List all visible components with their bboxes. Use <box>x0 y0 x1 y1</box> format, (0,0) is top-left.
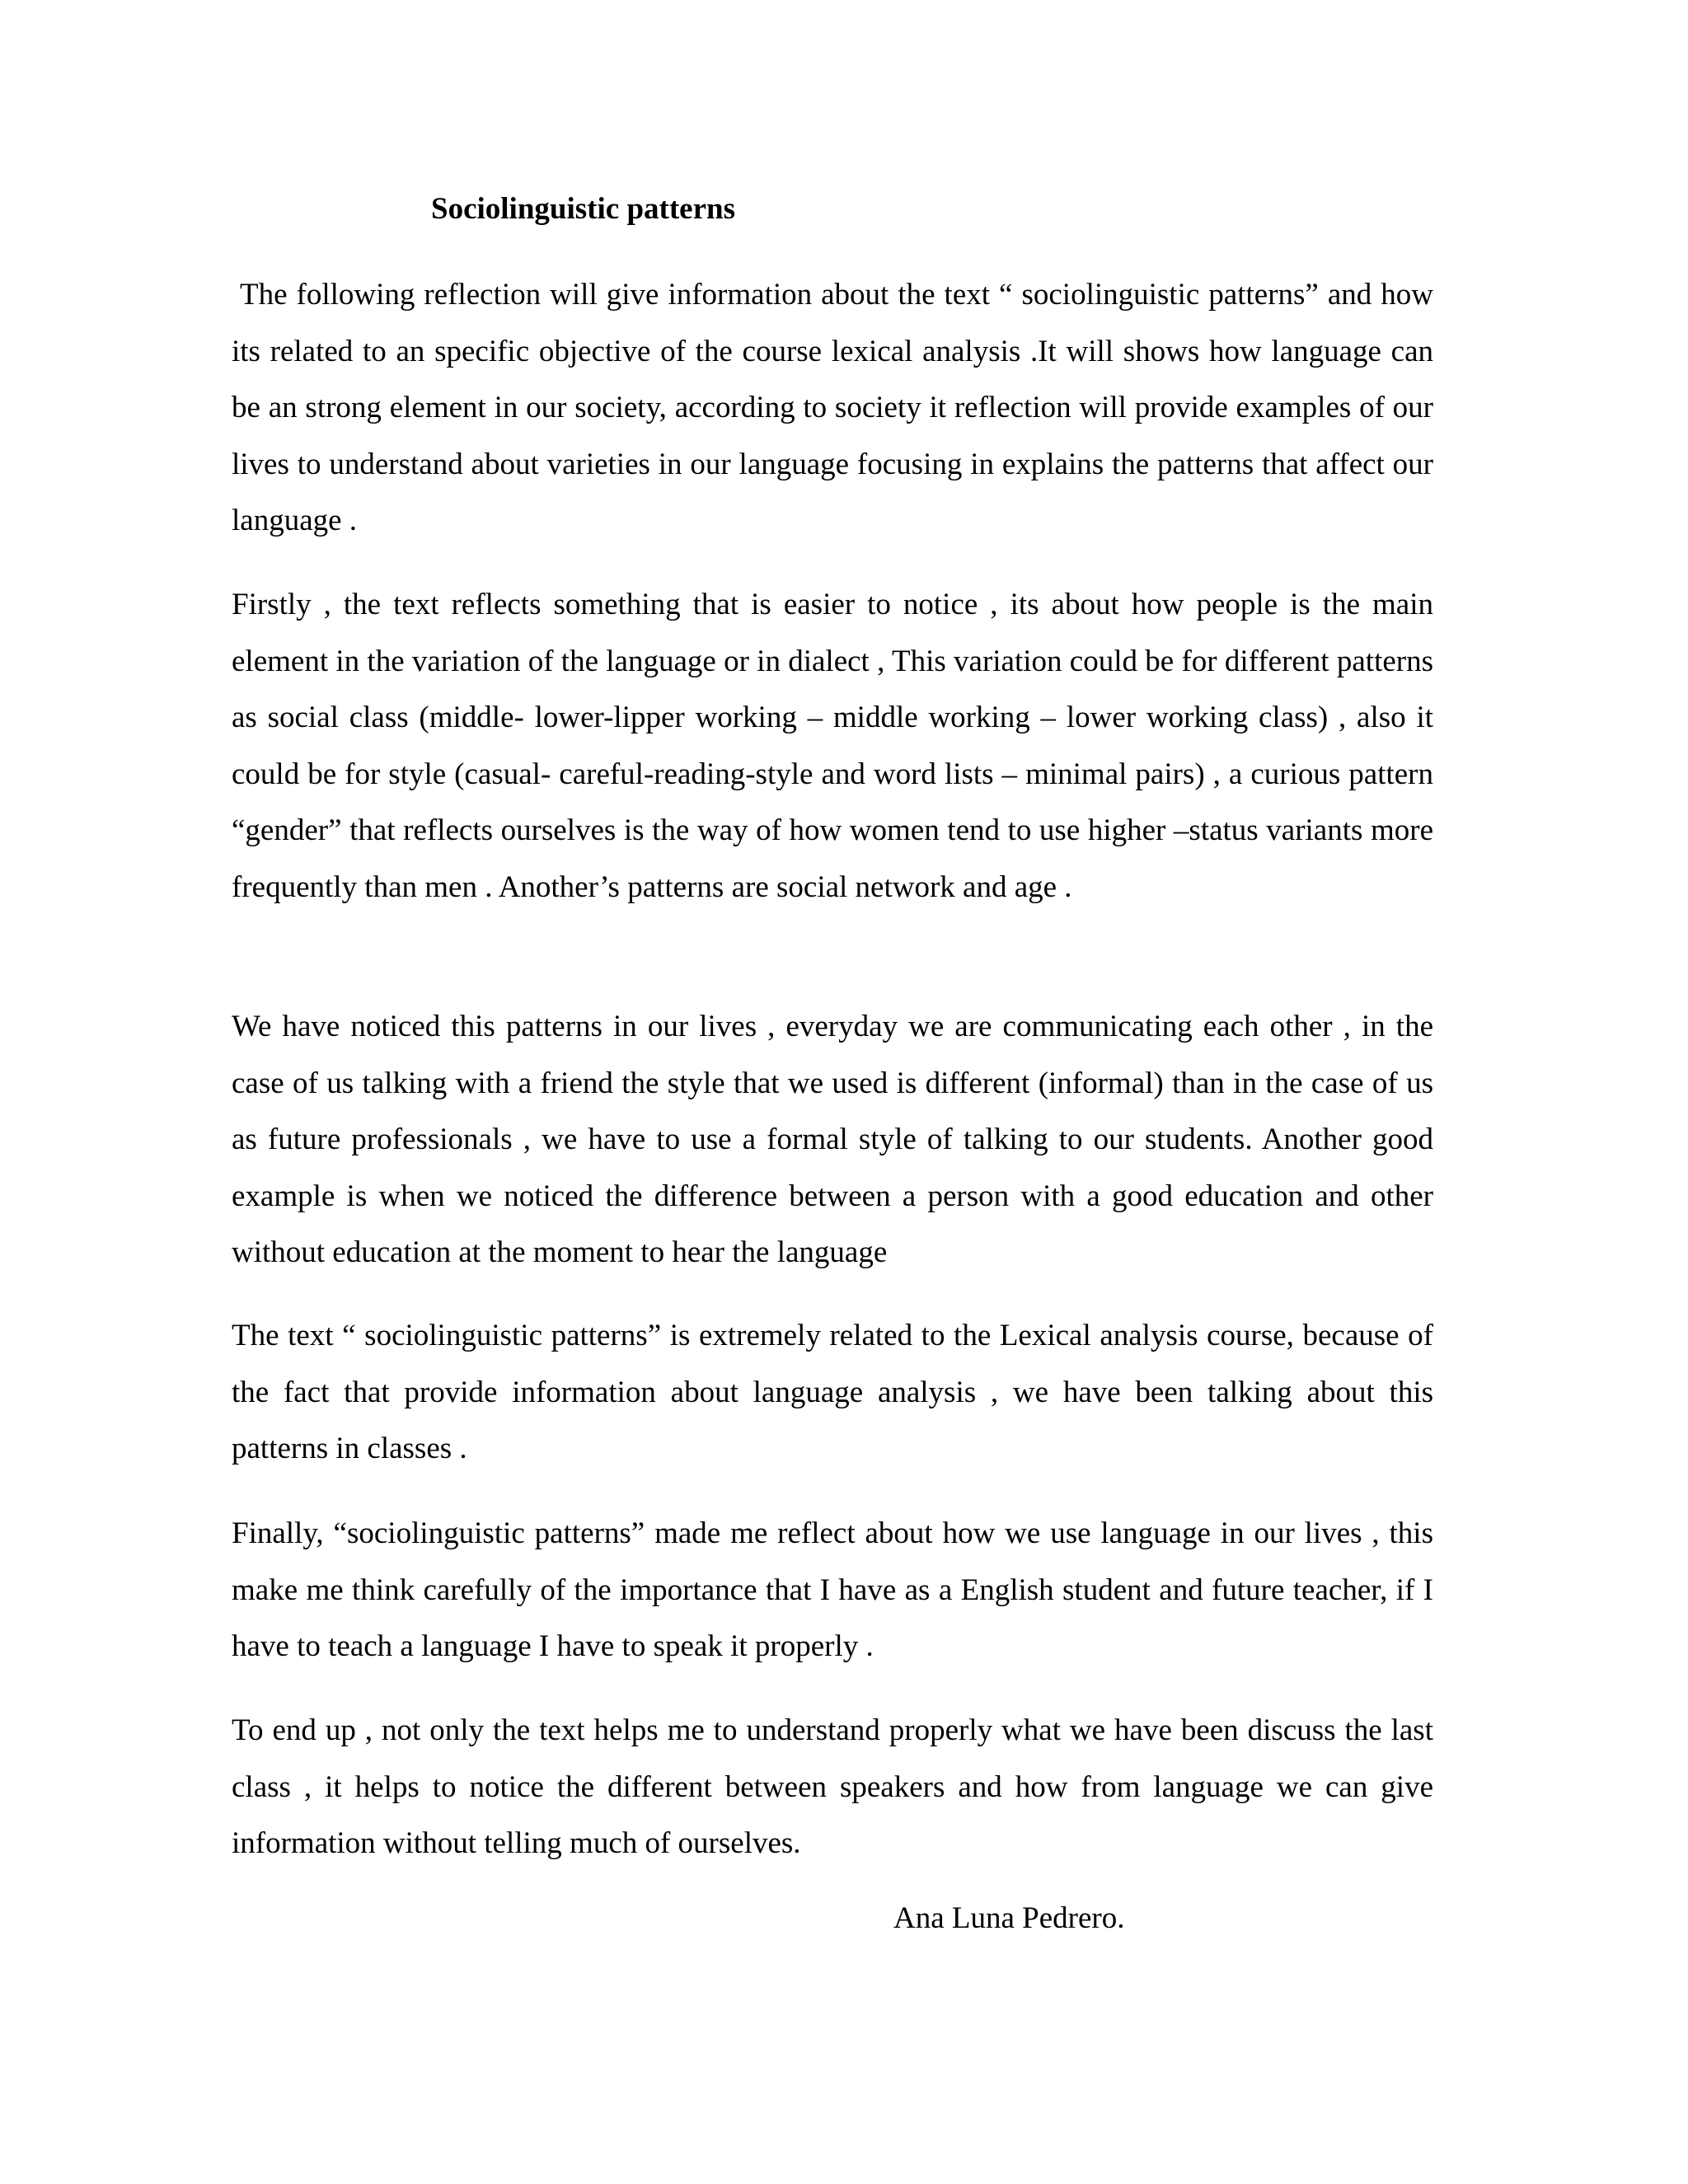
paragraph-introduction: The following reflection will give information about the text “ sociolinguistic patterns” and how its related to an specific objective of the course lexical analysis .It will shows how language can be an strong element in our society, according to society it reflection will provide examples of our lives to understand about varieties in our language focusing in explains the patterns that affect our language . <box>232 278 1433 537</box>
paragraph-course-relation: The text “ sociolinguistic patterns” is extremely related to the Lexical analysis course, because of the fact that provide information about language analysis , we have been talking about this patterns in classes . <box>232 1319 1433 1465</box>
paragraph-conclusion: To end up , not only the text helps me to understand properly what we have been discuss the last class , it helps to notice the different between speakers and how from language we can give information without telling much of ourselves. <box>232 1713 1433 1860</box>
document-title: Sociolinguistic patterns <box>431 192 735 226</box>
paragraph-reflection: Finally, “sociolinguistic patterns” made me reflect about how we use language in our lives , this make me think carefully of the importance that I have as a English student and future teacher, if I have to teach a language I have to speak it properly . <box>232 1516 1433 1663</box>
paragraph-examples: We have noticed this patterns in our lives , everyday we are communicating each other , in the case of us talking with a friend the style that we used is different (informal) than in the case of us as future professionals , we have to use a formal style of talking to our students. Another good example is when we noticed the difference between a person with a good education and other without education at the moment to hear the language <box>232 1010 1433 1269</box>
author-signature: Ana Luna Pedrero. <box>893 1901 1125 1935</box>
paragraph-patterns: Firstly , the text reflects something that is easier to notice , its about how people is the main element in the variation of the language or in dialect , This variation could be for different patterns as social class (middle- lower-lipper working – middle working – lower working class) , also it could be for style (casual- careful-reading-style and word lists – minimal pairs) , a curious pattern “gender” that reflects ourselves is the way of how women tend to use higher –status variants more frequently than men . Another’s patterns are social network and age . <box>232 588 1433 904</box>
